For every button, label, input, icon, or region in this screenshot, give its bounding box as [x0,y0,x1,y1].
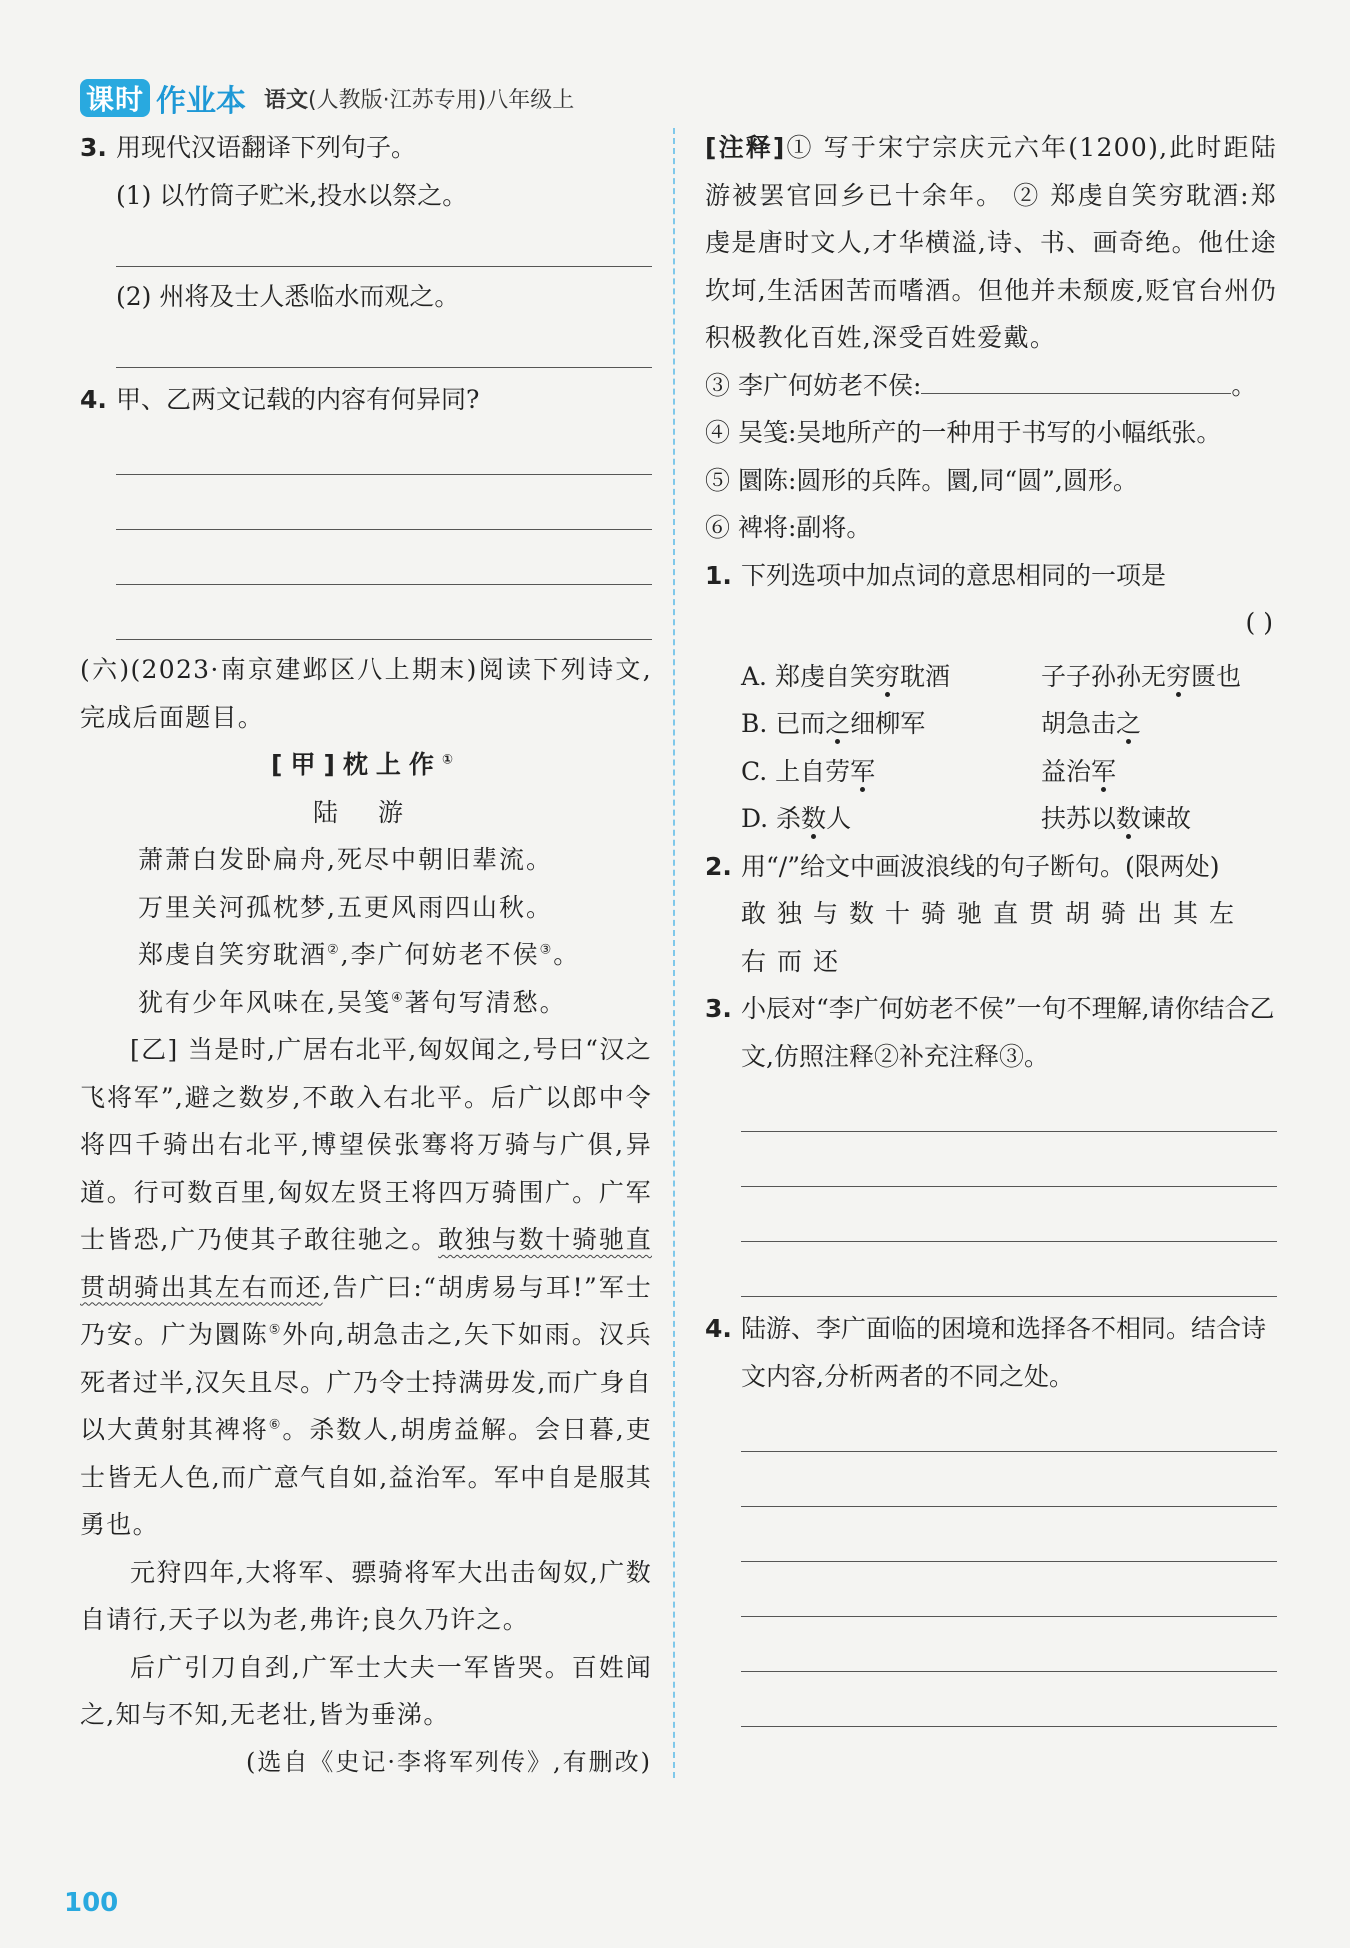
answer-line[interactable] [116,320,652,368]
question-3: 3. 小辰对“李广何妨老不侯”一句不理解,请你结合乙文,仿照注释②补充注释③。 [705,994,1275,1071]
answer-line[interactable] [741,1507,1277,1562]
option-b[interactable]: B. 已而之细柳军 胡急击之 [741,709,1142,738]
brand-logo: 课时 [80,79,150,117]
annotation-3: ③ 李广何妨老不侯: 。 [705,362,1277,410]
answer-line[interactable] [116,475,652,530]
annotation-block: [注释]① 写于宋宁宗庆元六年(1200),此时距陆游被罢官回乡已十余年。 ② 郑虔自笑穷耽酒:郑虔是唐时文人,才华横溢,诗、书、画奇绝。他仕途坎坷,生活困苦而嗜酒。但他并未颓废,贬官台州仍积极教化百姓,深受百姓爱戴。 [705,133,1278,352]
annotation-6: ⑥ 裨将:副将。 [705,513,872,542]
question-1: 1. 下列选项中加点词的意思相同的一项是 [705,560,1167,590]
answer-bracket[interactable]: ( ) [1245,608,1273,637]
fill-blank[interactable] [921,363,1231,394]
option-d[interactable]: D. 杀数人 扶苏以数谏故 [741,804,1192,833]
column-divider [673,128,675,1778]
answer-line[interactable] [741,1242,1277,1297]
question-4: 4. 陆游、李广面临的困境和选择各不相同。结合诗文内容,分析两者的不同之处。 [705,1314,1267,1391]
answer-line[interactable] [741,1400,1277,1452]
prose-paragraph: 元狩四年,大将军、骠骑将军大出击匈奴,广数自请行,天子以为老,弗许;良久乃许之。 [80,1557,652,1634]
answer-line[interactable] [741,1672,1277,1727]
option-a[interactable]: A. 郑虔自笑穷耽酒 子子孙孙无穷匮也 [741,661,1242,691]
question-3-part-2: (2) 州将及士人悉临水而观之。 [116,281,460,311]
wavy-underlined-sentence: 敢独与数十骑驰直贯胡骑出其左右而还 [80,1225,652,1302]
question-3-part-1: (1) 以竹筒子贮米,投水以祭之。 [116,180,468,210]
poem-line: 萧萧白发卧扁舟,死尽中朝旧辈流。 [138,845,553,874]
section-heading: (六)(2023·南京建邺区八上期末)阅读下列诗文,完成后面题目。 [80,655,652,732]
answer-line[interactable] [741,1187,1277,1242]
answer-line[interactable] [741,1617,1277,1672]
source-citation: (选自《史记·李将军列传》,有删改) [246,1747,652,1776]
annotation-5: ⑤ 圜陈:圆形的兵阵。圜,同“圆”,圆形。 [705,465,1138,495]
answer-line[interactable] [116,530,652,585]
question-2: 2. 用“/”给文中画波浪线的句子断句。(限两处) [705,851,1220,881]
page-number: 100 [64,1888,119,1918]
answer-line[interactable] [741,1452,1277,1507]
sentence-to-punctuate[interactable]: 敢独与数十骑驰直贯胡骑出其左右而还 [741,899,1246,976]
left-column [80,124,652,1786]
header-subtitle: 语文(人教版·江苏专用)八年级上 [264,87,575,113]
answer-line[interactable] [741,1132,1277,1187]
brand-title: 作业本 [156,84,247,119]
answer-line[interactable] [741,1080,1277,1132]
prose-paragraph: 后广引刀自刭,广军士大夫一军皆哭。百姓闻之,知与不知,无老壮,皆为垂涕。 [80,1652,652,1729]
poem-line: 万里关河孤枕梦,五更风雨四山秋。 [138,892,553,922]
option-c[interactable]: C. 上自劳军 益治军 [741,756,1117,786]
prose-paragraph: [乙] 当是时,广居右北平,匈奴闻之,号曰“汉之飞将军”,避之数岁,不敢入右北平。后广以郎中令将四千骑出右北平,博望侯张骞将万骑与广俱,异道。行可数百里,匈奴左贤王将四万骑围广。广军士皆恐,广乃使其子敢往驰之。敢独与数十骑驰直贯胡骑出其左右而还,告广曰:“胡虏易与耳!”军士乃安。广为圜陈⑤外向,胡急击之,矢下如雨。汉兵死者过半,汉矢且尽。广乃令士持满毋发,而广身自以大黄射其裨将⑥。杀数人,胡虏益解。会日暮,吏士皆无人色,而广意气自如,益治军。军中自是服其勇也。 [80,1035,652,1539]
question-4: 4. 甲、乙两文记载的内容有何异同? [80,384,480,414]
annotation-4: ④ 吴笺:吴地所产的一种用于书写的小幅纸张。 [705,418,1222,447]
answer-line[interactable] [116,585,652,640]
answer-line[interactable] [741,1562,1277,1617]
right-column [705,124,1277,1727]
answer-line[interactable] [116,423,652,475]
page-header [80,78,574,118]
answer-line[interactable] [116,219,652,267]
poem-line: 郑虔自笑穷耽酒②,李广何妨老不侯③。 [138,940,581,969]
question-3: 3. 用现代汉语翻译下列句子。 [80,133,417,162]
poem-title: [甲]枕上作① [271,750,461,779]
poem-author: 陆 游 [313,797,419,827]
poem-line: 犹有少年风味在,吴笺④著句写清愁。 [138,987,567,1017]
